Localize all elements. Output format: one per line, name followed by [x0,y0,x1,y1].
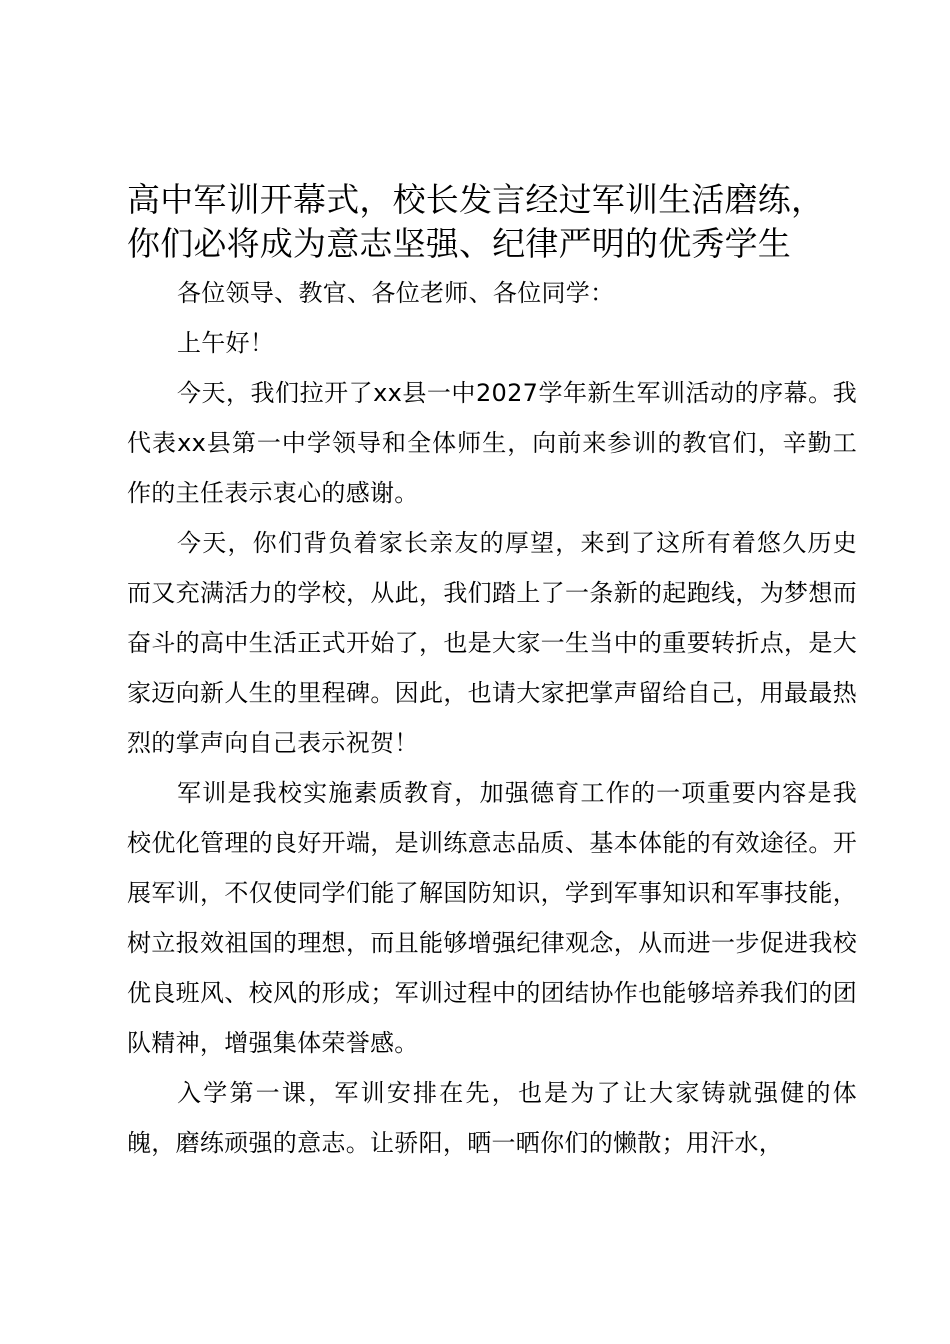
document-title: 高中军训开幕式，校长发言经过军训生活磨练，你们必将成为意志坚强、纪律严明的优秀学生 [127,180,825,263]
body-paragraph: 入学第一课，军训安排在先，也是为了让大家铸就强健的体魄，磨练顽强的意志。让骄阳，晒一晒你们的懒散；用汗水， [127,1079,857,1157]
body-paragraph: 军训是我校实施素质教育，加强德育工作的一项重要内容是我校优化管理的良好开端，是训练意志品质、基本体能的有效途径。开展军训，不仅使同学们能了解国防知识，学到军事知识和军事技能，树立报效祖国的理想，而且能够增强纪律观念，从而进一步促进我校优良班风、校风的形成；军训过程中的团结协作也能够培养我们的团队精神，增强集体荣誉感。 [127,779,857,1057]
salutation-paragraph: 各位领导、教官、各位老师、各位同学： [177,279,615,307]
body-paragraph: 今天，你们背负着家长亲友的厚望，来到了这所有着悠久历史而又充满活力的学校，从此，我们踏上了一条新的起跑线，为梦想而奋斗的高中生活正式开始了，也是大家一生当中的重要转折点，是大家迈向新人生的里程碑。因此，也请大家把掌声留给自己，用最最热烈的掌声向自己表示祝贺！ [127,529,857,757]
greeting-paragraph: 上午好！ [177,329,275,357]
body-paragraph: 今天，我们拉开了xx县一中2027学年新生军训活动的序幕。我代表xx县第一中学领导和全体师生，向前来参训的教官们，辛勤工作的主任表示衷心的感谢。 [127,379,857,507]
document-page [127,178,857,1168]
